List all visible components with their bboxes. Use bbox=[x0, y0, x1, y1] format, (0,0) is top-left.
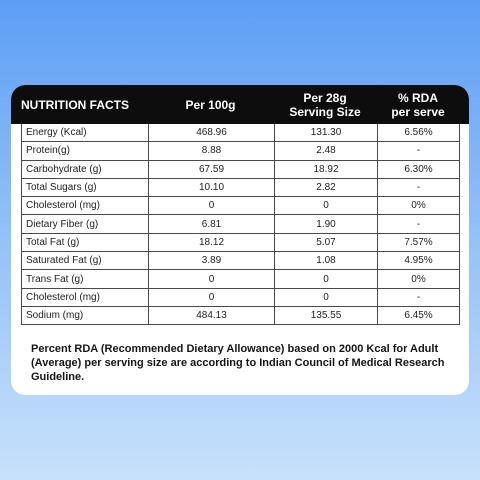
nutrition-table bbox=[21, 124, 460, 325]
table-row bbox=[22, 197, 459, 215]
value-rda: - bbox=[416, 182, 421, 194]
nutrient-name: Carbohydrate (g) bbox=[22, 161, 149, 178]
value-per-serving: 135.55 bbox=[275, 307, 378, 324]
value-rda: 4.95% bbox=[404, 255, 433, 267]
value-rda: 6.30% bbox=[404, 163, 433, 175]
value-rda: 7.57% bbox=[404, 236, 433, 248]
nutrient-name: Dietary Fiber (g) bbox=[22, 215, 149, 232]
value-rda: 6.56% bbox=[404, 127, 433, 139]
table-row bbox=[22, 161, 459, 179]
value-per-serving: 0 bbox=[275, 289, 378, 306]
value-per-serving: 0 bbox=[275, 197, 378, 214]
table-row bbox=[22, 179, 459, 197]
value-per-100g: 10.10 bbox=[149, 179, 275, 196]
header-per-serving-line2: Serving Size bbox=[289, 104, 361, 119]
value-rda: - bbox=[416, 291, 421, 303]
value-per-serving: 0 bbox=[275, 270, 378, 287]
header-nutrition-facts: NUTRITION FACTS bbox=[21, 97, 129, 112]
value-per-100g: 0 bbox=[149, 197, 275, 214]
value-rda: 6.45% bbox=[404, 310, 433, 322]
table-row bbox=[22, 270, 459, 288]
value-per-serving: 18.92 bbox=[275, 161, 378, 178]
value-per-serving: 2.82 bbox=[275, 179, 378, 196]
table-row bbox=[22, 215, 459, 233]
nutrition-card bbox=[11, 85, 469, 395]
rda-footnote: Percent RDA (Recommended Dietary Allowance) based on 2000 Kcal for Adult (Average) per serving size are according to Indian Council of Medical Research Guideline. bbox=[31, 343, 445, 383]
value-rda: 0% bbox=[411, 273, 426, 285]
value-per-100g: 6.81 bbox=[149, 215, 275, 232]
nutrient-name: Energy (Kcal) bbox=[22, 124, 149, 141]
nutrient-name: Protein(g) bbox=[22, 142, 149, 159]
value-rda: - bbox=[416, 145, 421, 157]
value-per-serving: 1.08 bbox=[275, 252, 378, 269]
value-per-serving: 2.48 bbox=[275, 142, 378, 159]
header-rda-line2: per serve bbox=[391, 104, 445, 119]
value-per-100g: 0 bbox=[149, 289, 275, 306]
table-row bbox=[22, 289, 459, 307]
value-per-100g: 484.13 bbox=[149, 307, 275, 324]
value-per-100g: 18.12 bbox=[149, 234, 275, 251]
nutrient-name: Total Fat (g) bbox=[22, 234, 149, 251]
value-per-serving: 5.07 bbox=[275, 234, 378, 251]
header-rda bbox=[377, 85, 459, 124]
header-per-serving bbox=[274, 85, 376, 124]
table-row bbox=[22, 252, 459, 270]
value-per-100g: 67.59 bbox=[149, 161, 275, 178]
nutrient-name: Trans Fat (g) bbox=[22, 270, 149, 287]
value-per-serving: 131.30 bbox=[275, 124, 378, 141]
table-row bbox=[22, 234, 459, 252]
value-per-serving: 1.90 bbox=[275, 215, 378, 232]
value-rda: 0% bbox=[411, 200, 426, 212]
value-per-100g: 8.88 bbox=[149, 142, 275, 159]
nutrient-name: Sodium (mg) bbox=[22, 307, 149, 324]
table-header bbox=[11, 85, 469, 124]
nutrient-name: Total Sugars (g) bbox=[22, 179, 149, 196]
nutrient-name: Saturated Fat (g) bbox=[22, 252, 149, 269]
value-per-100g: 468.96 bbox=[149, 124, 275, 141]
value-per-100g: 3.89 bbox=[149, 252, 275, 269]
header-per-serving-line1: Per 28g bbox=[303, 90, 347, 105]
value-rda: - bbox=[416, 218, 421, 230]
table-row bbox=[22, 124, 459, 142]
value-per-100g: 0 bbox=[149, 270, 275, 287]
table-row bbox=[22, 307, 459, 325]
header-per-100g: Per 100g bbox=[185, 97, 236, 112]
nutrient-name: Cholesterol (mg) bbox=[22, 289, 149, 306]
table-row bbox=[22, 142, 459, 160]
header-rda-line1: % RDA bbox=[397, 90, 438, 105]
nutrient-name: Cholesterol (mg) bbox=[22, 197, 149, 214]
